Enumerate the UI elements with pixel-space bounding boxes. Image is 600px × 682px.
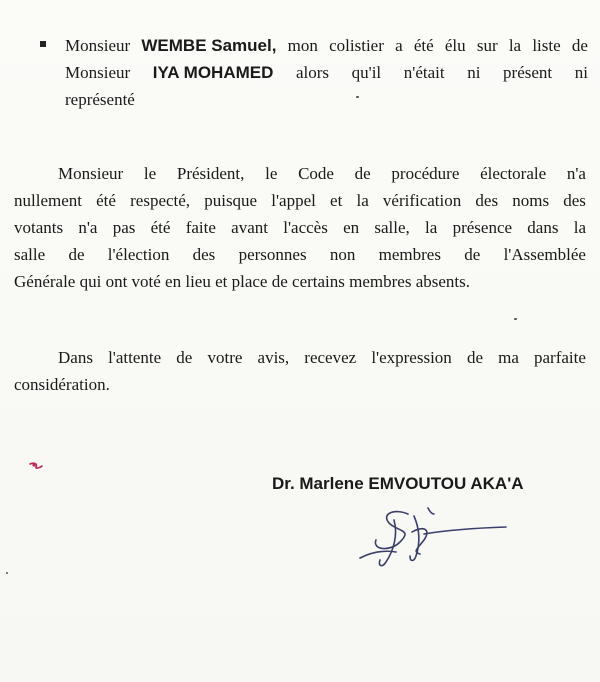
word: considération. — [14, 375, 110, 394]
word: Monsieur — [65, 36, 131, 55]
word: a — [395, 36, 403, 55]
word: et — [330, 191, 343, 210]
word: des — [475, 191, 499, 210]
word: Monsieur — [65, 63, 131, 82]
word: l'élection — [107, 245, 170, 264]
bullet-item — [40, 32, 588, 113]
word: présent — [503, 63, 553, 82]
bullet-text — [65, 32, 588, 113]
word: électorale — [480, 164, 547, 183]
paragraph-closing — [14, 344, 586, 398]
bullet-line-1 — [65, 32, 588, 59]
word: présence — [452, 218, 513, 237]
word: Générale qui ont voté en lieu et place de certains membres absents. — [14, 272, 470, 291]
word: nullement — [14, 191, 82, 210]
word: de — [466, 348, 483, 367]
word: votre — [207, 348, 243, 367]
word: la — [356, 191, 369, 210]
word: l'Assemblée — [503, 245, 586, 264]
word: ni — [574, 63, 588, 82]
word: le — [265, 164, 278, 183]
word: colistier — [329, 36, 384, 55]
word: été — [413, 36, 434, 55]
word: Dans — [58, 348, 93, 367]
bullet-line-3 — [65, 86, 588, 113]
word: sur — [476, 36, 498, 55]
word: de — [571, 36, 588, 55]
paper-speck — [6, 572, 8, 574]
word: procédure — [391, 164, 460, 183]
word: de — [464, 245, 481, 264]
word: été — [96, 191, 116, 210]
word: élu — [444, 36, 466, 55]
word: recevez — [304, 348, 357, 367]
word: en — [343, 218, 360, 237]
paragraph-line — [14, 187, 586, 214]
word: de — [176, 348, 193, 367]
word: ni — [467, 63, 481, 82]
word: respecté, — [130, 191, 191, 210]
word: salle — [14, 245, 46, 264]
word: l'appel — [271, 191, 316, 210]
word: non — [329, 245, 356, 264]
word: avis, — [257, 348, 290, 367]
word: alors — [295, 63, 330, 82]
word: la — [573, 218, 586, 237]
paragraph-line — [14, 371, 586, 398]
word: la — [425, 218, 438, 237]
word: Code — [298, 164, 334, 183]
word: n'a — [78, 218, 98, 237]
word: Monsieur — [58, 164, 124, 183]
word: parfaite — [534, 348, 586, 367]
paragraph-line — [14, 160, 586, 187]
paragraph-line — [14, 344, 586, 371]
word: l'expression — [371, 348, 452, 367]
word: qu'il — [351, 63, 382, 82]
word: représenté — [65, 90, 135, 109]
word: ma — [498, 348, 519, 367]
word: membres — [378, 245, 441, 264]
paragraph-line — [14, 241, 586, 268]
word: n'était — [403, 63, 445, 82]
word: le — [143, 164, 157, 183]
handwritten-signature — [350, 500, 510, 575]
bullet-line-2 — [65, 59, 588, 86]
signatory-name: Dr. Marlene EMVOUTOU AKA'A — [272, 474, 524, 493]
word: été — [150, 218, 171, 237]
word: n'a — [566, 164, 586, 183]
word: salle, — [374, 218, 410, 237]
paper-speck — [356, 96, 359, 98]
word: faite — [185, 218, 216, 237]
word: l'attente — [108, 348, 162, 367]
word: puisque — [204, 191, 258, 210]
ink-mark — [28, 458, 54, 474]
word: de — [68, 245, 85, 264]
paper-speck — [514, 318, 517, 320]
word: des — [192, 245, 216, 264]
word: noms — [512, 191, 550, 210]
paragraph-line — [14, 268, 586, 295]
bullet-marker — [40, 41, 46, 47]
paragraph-line — [14, 214, 586, 241]
word: dans — [527, 218, 559, 237]
word: de — [354, 164, 371, 183]
word: liste — [532, 36, 561, 55]
person-name: WEMBE Samuel, — [141, 36, 277, 55]
word: des — [563, 191, 586, 210]
word: avant — [231, 218, 268, 237]
word: la — [508, 36, 522, 55]
word: mon — [287, 36, 318, 55]
word: Président, — [176, 164, 245, 183]
word: personnes — [238, 245, 307, 264]
word: pas — [112, 218, 136, 237]
word: votants — [14, 218, 64, 237]
paragraph-code-electoral — [14, 160, 586, 295]
person-name: IYA MOHAMED — [152, 63, 274, 82]
word: l'accès — [283, 218, 328, 237]
word: vérification — [382, 191, 462, 210]
